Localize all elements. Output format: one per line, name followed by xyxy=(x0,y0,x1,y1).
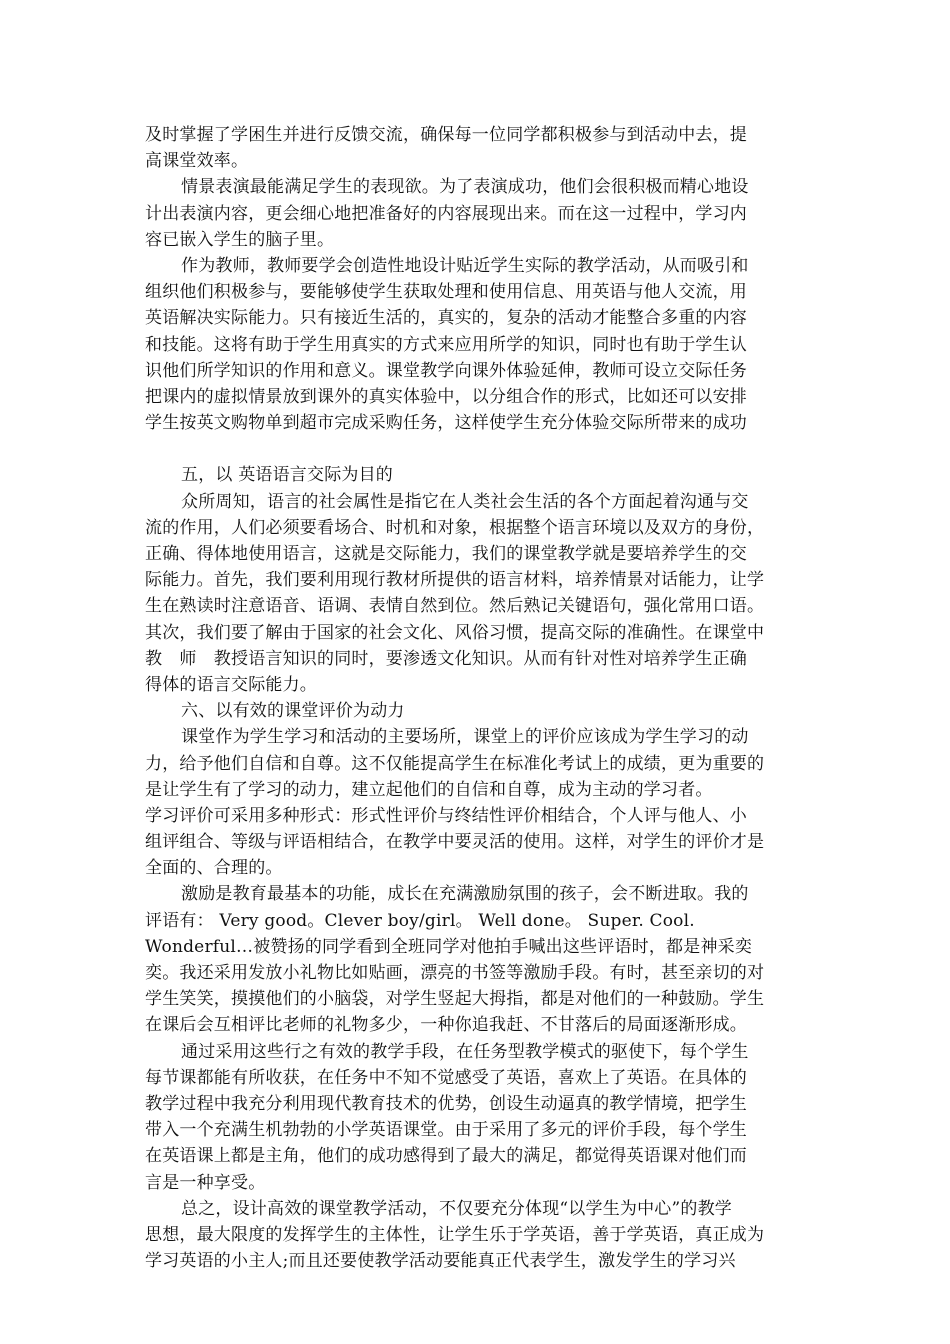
text-line: 教学过程中我充分利用现代教育技术的优势，创设生动逼真的教学情境，把学生 xyxy=(145,1093,747,1114)
text-line: 课堂作为学生学习和活动的主要场所，课堂上的评价应该成为学生学习的动 xyxy=(181,727,749,748)
text-line: 把课内的虚拟情景放到课外的真实体验中，以分组合作的形式，比如还可以安排 xyxy=(145,386,747,407)
paragraph-teacher-role xyxy=(145,253,810,436)
text-line: 得体的语言交际能力。 xyxy=(145,674,317,695)
text-line: 众所周知，语言的社会属性是指它在人类社会生活的各个方面起着沟通与交 xyxy=(181,491,749,512)
text-line: 带入一个充满生机勃勃的小学英语课堂。由于采用了多元的评价手段，每个学生 xyxy=(145,1120,747,1141)
text-line: 力，给予他们自信和自尊。这不仅能提高学生在标准化考试上的成绩，更为重要的 xyxy=(145,753,765,774)
paragraph-encouragement xyxy=(145,881,810,1038)
text-line: 学生按英文购物单到超市完成采购任务，这样使学生充分体验交际所带来的成功 xyxy=(145,413,747,434)
text-line: 识他们所学知识的作用和意义。课堂教学向课外体验延伸，教师可设立交际任务 xyxy=(145,360,747,381)
text-line: 学习英语的小主人;而且还要使教学活动要能真正代表学生，激发学生的学习兴 xyxy=(145,1251,736,1272)
section-heading-5: 五，以 英语语言交际为目的 xyxy=(181,465,394,486)
text-line: 每节课都能有所收获，在任务中不知不觉感受了英语，喜欢上了英语。在具体的 xyxy=(145,1067,747,1088)
text-line: 及时掌握了学困生并进行反馈交流，确保每一位同学都积极参与到活动中去，提 xyxy=(145,125,747,145)
text-line: 正确、得体地使用语言，这就是交际能力，我们的课堂教学就是要培养学生的交 xyxy=(145,544,747,564)
paragraph-results xyxy=(145,1039,810,1196)
text-line: 组织他们积极参与，要能够使学生获取处理和使用信息、用英语与他人交流，用 xyxy=(145,282,747,303)
text-line: 思想，最大限度的发挥学生的主体性，让学生乐于学英语，善于学英语，真正成为 xyxy=(145,1224,765,1245)
text-line: 在课后会互相评比老师的礼物多少，一种你追我赶、不甘落后的局面逐渐形成。 xyxy=(145,1015,747,1036)
text-line: 计出表演内容，更会细心地把准备好的内容展现出来。而在这一过程中，学习内 xyxy=(145,203,747,224)
text-line: 生在熟读时注意语音、语调、表情自然到位。然后熟记关键语句，强化常用口语。 xyxy=(145,596,765,617)
text-line: 学生笑笑，摸摸他们的小脑袋，对学生竖起大拇指，都是对他们的一种鼓励。学生 xyxy=(145,989,765,1010)
text-line: 奕。我还采用发放小礼物比如贴画，漂亮的书签等激励手段。有时，甚至亲切的对 xyxy=(145,963,765,983)
text-line: 高课堂效率。 xyxy=(145,151,249,172)
blank-line xyxy=(145,436,810,462)
text-line: 学习评价可采用多种形式：形式性评价与终结性评价相结合，个人评与他人、小 xyxy=(145,805,747,826)
paragraph-conclusion xyxy=(145,1196,810,1275)
paragraph-continuation xyxy=(145,122,810,174)
text-line: 容已嵌入学生的脑子里。 xyxy=(145,229,335,250)
text-line: 其次，我们要了解由于国家的社会文化、风俗习惯，提高交际的准确性。在课堂中 xyxy=(145,622,765,643)
document-body xyxy=(145,122,810,1274)
text-line: 情景表演最能满足学生的表现欲。为了表演成功，他们会很积极而精心地设 xyxy=(181,177,749,198)
text-line: 通过采用这些行之有效的教学手段，在任务型教学模式的驱使下，每个学生 xyxy=(181,1041,749,1062)
section-heading-6: 六、以有效的课堂评价为动力 xyxy=(181,701,405,722)
paragraph-evaluation-forms xyxy=(145,803,810,882)
text-line: 全面的、合理的。 xyxy=(145,858,283,879)
text-line: 在英语课上都是主角，他们的成功感得到了最大的满足，都觉得英语课对他们而 xyxy=(145,1146,747,1167)
text-line: 流的作用，人们必须要看场合、时机和对象，根据整个语言环境以及双方的身份， xyxy=(145,517,765,538)
paragraph-evaluation xyxy=(145,724,810,803)
text-line: 总之，设计高效的课堂教学活动，不仅要充分体现“以学生为中心”的教学 xyxy=(181,1198,732,1219)
text-line: 和技能。这将有助于学生用真实的方式来应用所学的知识，同时也有助于学生认 xyxy=(145,334,747,355)
text-line: 教 师 教授语言知识的同时，要渗透文化知识。从而有针对性对培养学生正确 xyxy=(145,648,747,669)
text-line: 英语解决实际能力。只有接近生活的，真实的，复杂的活动才能整合多重的内容 xyxy=(145,308,747,329)
text-line: Wonderful…被赞扬的同学看到全班同学对他拍手喊出这些评语时，都是神采奕 xyxy=(145,936,753,957)
text-line: 际能力。首先，我们要利用现行教材所提供的语言材料，培养情景对话能力，让学 xyxy=(145,570,765,591)
text-line: 激励是教育最基本的功能，成长在充满激励氛围的孩子，会不断进取。我的 xyxy=(181,884,749,905)
text-line: 言是一种享受。 xyxy=(145,1172,266,1193)
paragraph-performance xyxy=(145,174,810,253)
text-line: 组评组合、等级与评语相结合，在教学中要灵活的使用。这样，对学生的评价才是 xyxy=(145,832,765,853)
text-line: 评语有： Very good。Clever boy/girl。 Well done。 Super. Cool. xyxy=(145,910,695,931)
text-line: 是让学生有了学习的动力，建立起他们的自信和自尊，成为主动的学习者。 xyxy=(145,779,713,800)
text-line: 作为教师，教师要学会创造性地设计贴近学生实际的教学活动，从而吸引和 xyxy=(181,255,749,276)
paragraph-communication xyxy=(145,489,810,699)
